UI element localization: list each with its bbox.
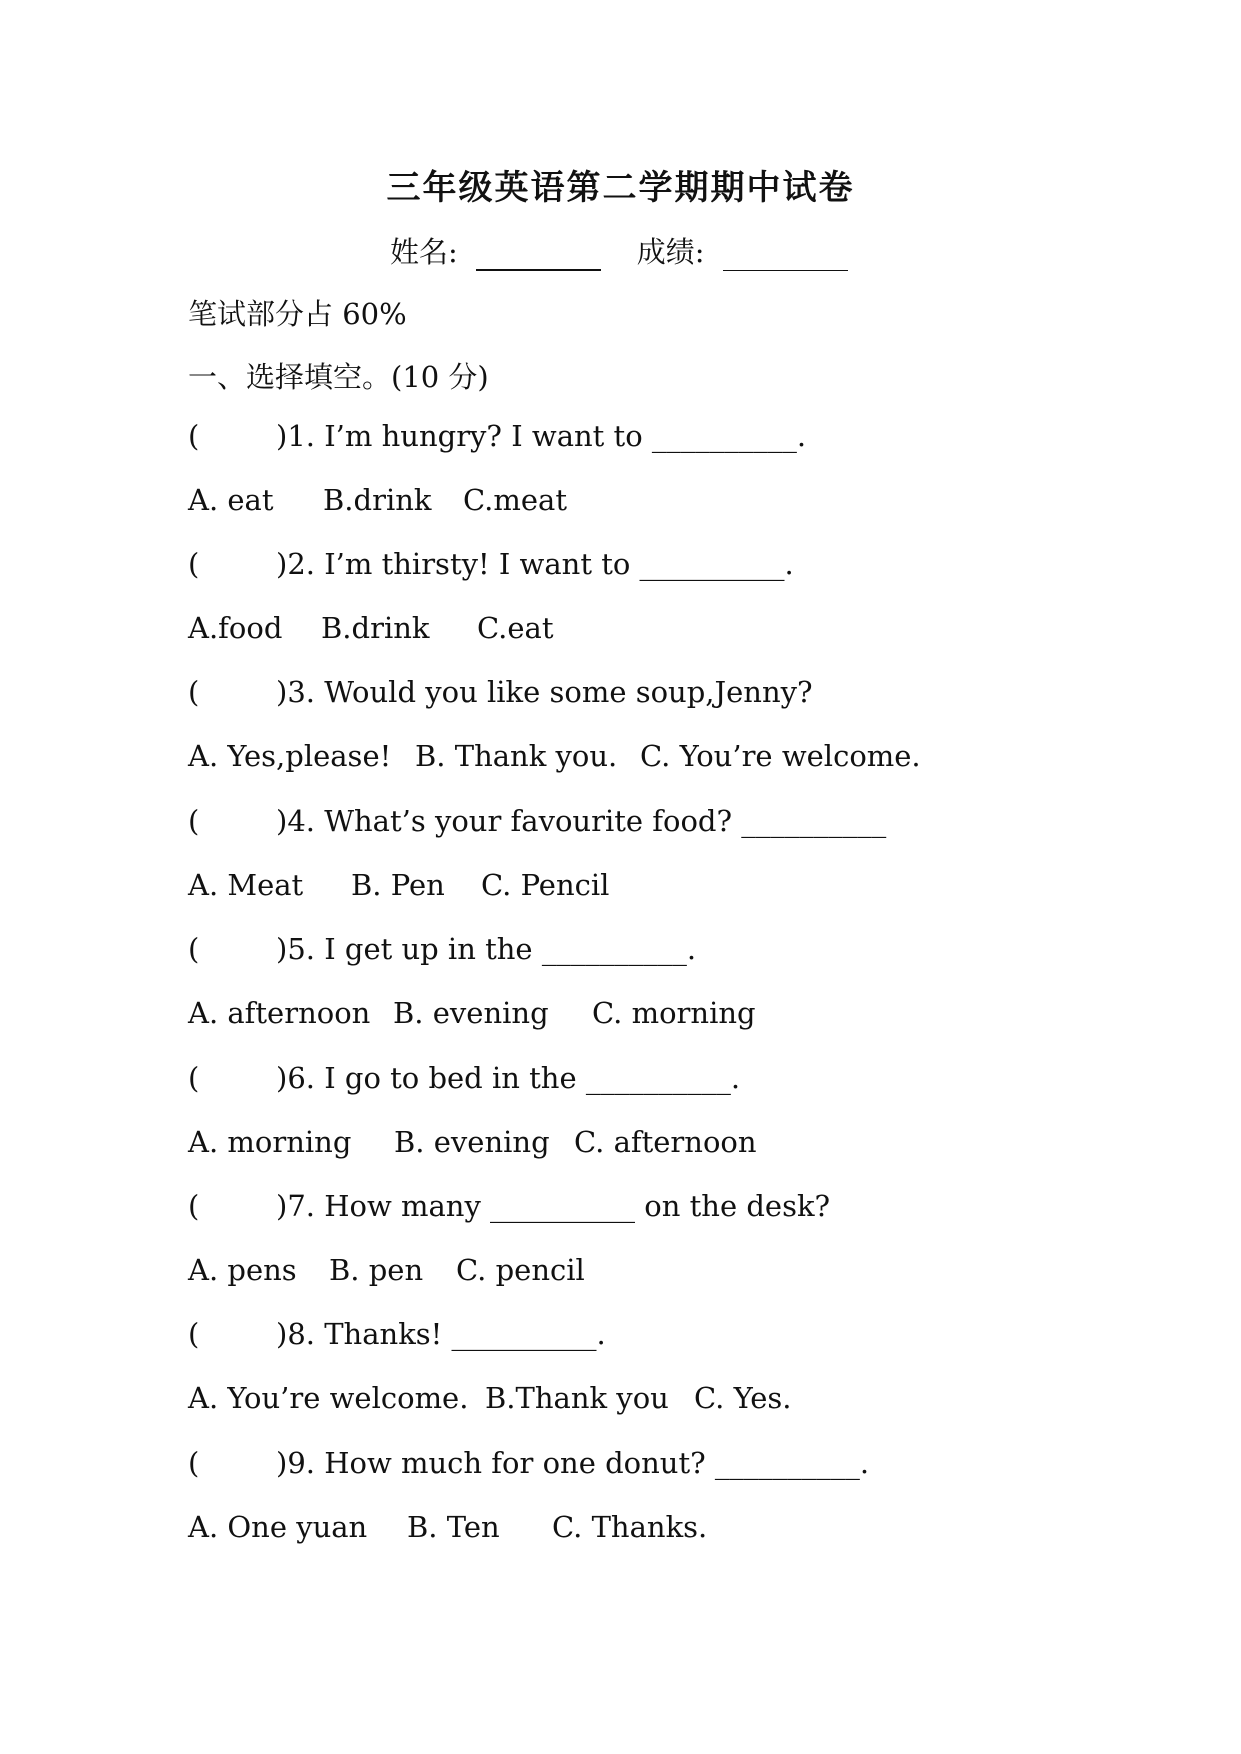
option-a: A.food — [188, 611, 283, 645]
question-stem: )1. I’m hungry? I want to __________. — [276, 419, 807, 453]
option-b: B. Pen — [351, 868, 445, 902]
answer-paren[interactable]: ( — [188, 675, 200, 709]
options-5 — [188, 996, 756, 1030]
name-blank[interactable] — [476, 241, 601, 271]
option-c: C. You’re welcome. — [640, 739, 921, 773]
options-9 — [188, 1510, 707, 1544]
question-4 — [188, 804, 886, 838]
option-a: A. afternoon — [188, 996, 371, 1030]
options-1 — [188, 483, 567, 517]
question-stem: )5. I get up in the __________. — [276, 932, 697, 966]
question-stem: )2. I’m thirsty! I want to __________. — [276, 547, 794, 581]
option-a: A. pens — [188, 1253, 297, 1287]
option-b: B.drink — [323, 483, 432, 517]
answer-paren[interactable]: ( — [188, 1061, 200, 1095]
written-part-note: 笔试部分占 60% — [188, 297, 407, 331]
options-6 — [188, 1125, 757, 1159]
option-c: C. afternoon — [574, 1125, 757, 1159]
question-stem: )3. Would you like some soup,Jenny? — [276, 675, 813, 709]
name-label: 姓名: — [390, 235, 458, 269]
options-8 — [188, 1381, 791, 1415]
question-1 — [188, 419, 806, 453]
answer-paren[interactable]: ( — [188, 1189, 200, 1223]
score-label: 成绩: — [636, 235, 705, 269]
question-stem: )9. How much for one donut? __________. — [276, 1446, 870, 1480]
option-c: C. Yes. — [694, 1381, 792, 1415]
section-heading: 一、选择填空。(10 分) — [188, 360, 489, 394]
option-c: C. Thanks. — [552, 1510, 708, 1544]
score-blank[interactable] — [723, 242, 848, 271]
option-a: A. You’re welcome. — [188, 1381, 469, 1415]
option-c: C. Pencil — [481, 868, 610, 902]
question-3 — [188, 675, 813, 709]
answer-paren[interactable]: ( — [188, 1317, 200, 1351]
answer-paren[interactable]: ( — [188, 547, 200, 581]
question-2 — [188, 547, 794, 581]
option-b: B. evening — [393, 996, 549, 1030]
question-stem: )7. How many __________ on the desk? — [276, 1189, 831, 1223]
option-c: C. morning — [592, 996, 756, 1030]
option-b: B. evening — [394, 1125, 550, 1159]
option-b: B. Ten — [407, 1510, 500, 1544]
answer-paren[interactable]: ( — [188, 932, 200, 966]
option-c: C.eat — [477, 611, 554, 645]
option-a: A. Meat — [188, 868, 304, 902]
option-a: A. Yes,please! — [188, 739, 392, 773]
option-b: B.Thank you — [485, 1381, 669, 1415]
options-3 — [188, 739, 921, 773]
question-9 — [188, 1446, 869, 1480]
question-stem: )6. I go to bed in the __________. — [276, 1061, 741, 1095]
answer-paren[interactable]: ( — [188, 804, 200, 838]
option-b: B. pen — [329, 1253, 424, 1287]
option-c: C.meat — [463, 483, 567, 517]
question-7 — [188, 1189, 830, 1223]
question-6 — [188, 1061, 740, 1095]
student-info-row — [390, 230, 848, 271]
question-stem: )8. Thanks! __________. — [276, 1317, 606, 1351]
options-4 — [188, 868, 609, 902]
question-stem: )4. What’s your favourite food? __________ — [276, 804, 887, 838]
options-7 — [188, 1253, 585, 1287]
question-5 — [188, 932, 696, 966]
option-b: B. Thank you. — [415, 739, 618, 773]
option-c: C. pencil — [456, 1253, 585, 1287]
question-8 — [188, 1317, 606, 1351]
option-a: A. morning — [188, 1125, 352, 1159]
options-2 — [188, 611, 553, 645]
option-b: B.drink — [321, 611, 430, 645]
page-title: 三年级英语第二学期期中试卷 — [386, 168, 855, 208]
option-a: A. One yuan — [188, 1510, 368, 1544]
answer-paren[interactable]: ( — [188, 1446, 200, 1480]
answer-paren[interactable]: ( — [188, 419, 200, 453]
option-a: A. eat — [188, 483, 274, 517]
